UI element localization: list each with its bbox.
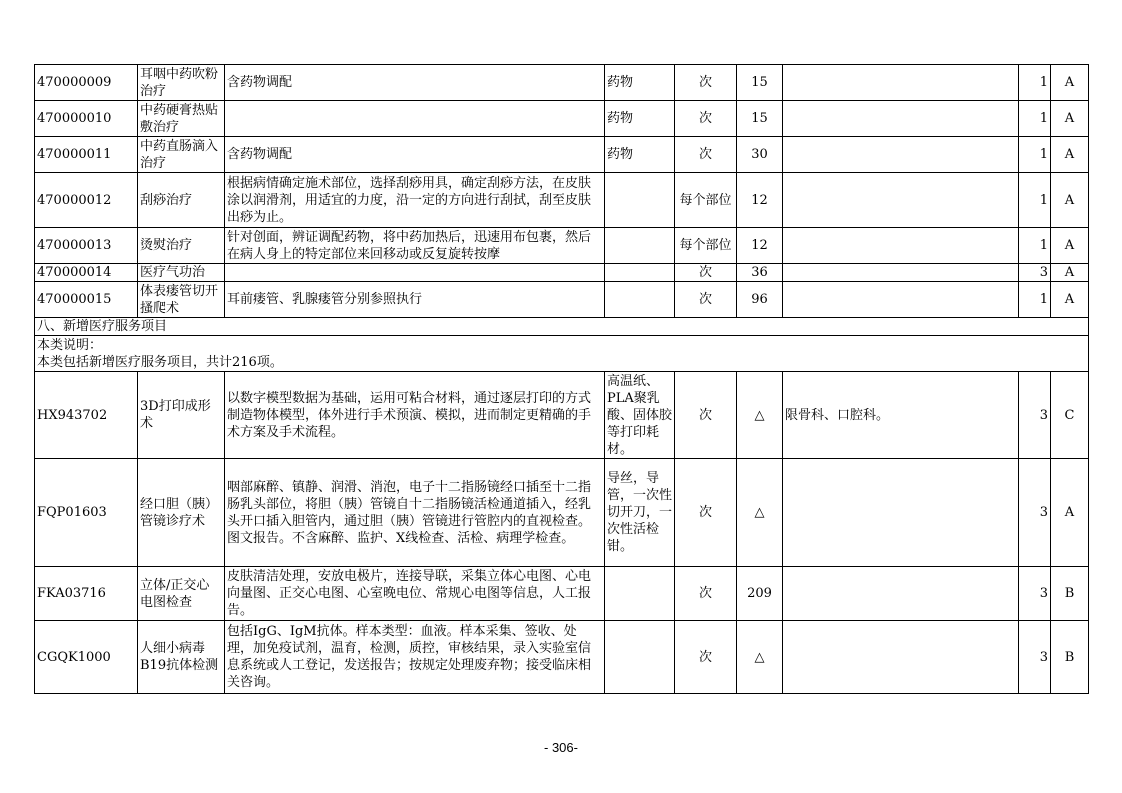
unit-cell: 每个部位 xyxy=(675,173,737,228)
level-cell: 1 xyxy=(1019,173,1051,228)
class-cell: A xyxy=(1051,228,1089,264)
price-cell: 209 xyxy=(737,567,783,621)
unit-cell: 次 xyxy=(675,264,737,282)
class-cell: A xyxy=(1051,282,1089,318)
name-cell: 烫熨治疗 xyxy=(138,228,225,264)
price-cell: 96 xyxy=(737,282,783,318)
price-cell: 36 xyxy=(737,264,783,282)
code-cell: 470000009 xyxy=(35,65,138,101)
code-cell: HX943702 xyxy=(35,372,138,459)
name-cell: 3D打印成形术 xyxy=(138,372,225,459)
class-cell: A xyxy=(1051,459,1089,567)
name-cell: 耳咽中药吹粉治疗 xyxy=(138,65,225,101)
page-number: - 306- xyxy=(544,740,578,755)
excluded-items-cell: 药物 xyxy=(605,137,675,173)
class-cell: B xyxy=(1051,621,1089,694)
unit-cell: 次 xyxy=(675,372,737,459)
level-cell: 3 xyxy=(1019,264,1051,282)
class-cell: A xyxy=(1051,65,1089,101)
class-cell: A xyxy=(1051,173,1089,228)
level-cell: 3 xyxy=(1019,372,1051,459)
code-cell: 470000015 xyxy=(35,282,138,318)
table-row xyxy=(35,101,1089,137)
price-cell: △ xyxy=(737,621,783,694)
level-cell: 3 xyxy=(1019,567,1051,621)
code-cell: FKA03716 xyxy=(35,567,138,621)
unit-cell: 次 xyxy=(675,282,737,318)
class-cell: A xyxy=(1051,264,1089,282)
level-cell: 1 xyxy=(1019,65,1051,101)
table-row xyxy=(35,459,1089,567)
excluded-items-cell xyxy=(605,173,675,228)
note-cell xyxy=(783,137,1019,173)
table-row xyxy=(35,65,1089,101)
content-cell: 以数字模型数据为基础，运用可粘合材料，通过逐层打印的方式制造物体模型，体外进行手术预演、模拟，进而制定更精确的手术方案及手术流程。 xyxy=(225,372,605,459)
code-cell: FQP01603 xyxy=(35,459,138,567)
unit-cell: 次 xyxy=(675,567,737,621)
excluded-items-cell: 药物 xyxy=(605,101,675,137)
section-title: 八、新增医疗服务项目 xyxy=(35,318,1089,336)
unit-cell: 次 xyxy=(675,101,737,137)
unit-cell: 次 xyxy=(675,621,737,694)
class-cell: A xyxy=(1051,137,1089,173)
note-cell xyxy=(783,621,1019,694)
section-note-line1: 本类说明： xyxy=(37,337,103,353)
note-cell xyxy=(783,101,1019,137)
name-cell: 体表瘘管切开搔爬术 xyxy=(138,282,225,318)
content-cell: 含药物调配 xyxy=(225,65,605,101)
table-row xyxy=(35,372,1089,459)
excluded-items-cell xyxy=(605,621,675,694)
level-cell: 1 xyxy=(1019,101,1051,137)
note-cell xyxy=(783,282,1019,318)
unit-cell: 次 xyxy=(675,137,737,173)
excluded-items-cell xyxy=(605,228,675,264)
code-cell: 470000011 xyxy=(35,137,138,173)
note-cell xyxy=(783,65,1019,101)
level-cell: 1 xyxy=(1019,228,1051,264)
excluded-items-cell xyxy=(605,567,675,621)
content-cell: 根据病情确定施术部位，选择刮痧用具，确定刮痧方法，在皮肤涂以润滑剂，用适宜的力度，沿一定的方向进行刮拭，刮至皮肤出痧为止。 xyxy=(225,173,605,228)
name-cell: 中药硬膏热贴敷治疗 xyxy=(138,101,225,137)
code-cell: CGQK1000 xyxy=(35,621,138,694)
content-cell: 耳前瘘管、乳腺瘘管分别参照执行 xyxy=(225,282,605,318)
content-cell: 皮肤清洁处理，安放电极片，连接导联，采集立体心电图、心电向量图、正交心电图、心室晚电位、常规心电图等信息，人工报告。 xyxy=(225,567,605,621)
excluded-items-cell: 高温纸、PLA聚乳酸、固体胶等打印耗材。 xyxy=(605,372,675,459)
level-cell: 1 xyxy=(1019,137,1051,173)
excluded-items-cell xyxy=(605,282,675,318)
fee-table xyxy=(34,64,1089,694)
price-cell: 30 xyxy=(737,137,783,173)
table-row xyxy=(35,282,1089,318)
name-cell: 医疗气功治 xyxy=(138,264,225,282)
excluded-items-cell: 药物 xyxy=(605,65,675,101)
unit-cell: 次 xyxy=(675,459,737,567)
section-note-line2: 本类包括新增医疗服务项目，共计216项。 xyxy=(37,354,283,370)
name-cell: 立体/正交心电图检查 xyxy=(138,567,225,621)
level-cell: 3 xyxy=(1019,459,1051,567)
content-cell: 包括IgG、IgM抗体。样本类型：血液。样本采集、签收、处理，加免疫试剂，温育，检测，质控，审核结果，录入实验室信息系统或人工登记，发送报告；按规定处理废弃物；接受临床相关咨询。 xyxy=(225,621,605,694)
code-cell: 470000014 xyxy=(35,264,138,282)
price-cell: 12 xyxy=(737,173,783,228)
section-note xyxy=(35,336,1089,372)
level-cell: 3 xyxy=(1019,621,1051,694)
content-cell: 咽部麻醉、镇静、润滑、消泡，电子十二指肠镜经口插至十二指肠乳头部位，将胆（胰）管镜自十二指肠镜活检通道插入，经乳头开口插入胆管内，通过胆（胰）管镜进行管腔内的直视检查。图文报告。不含麻醉、监护、X线检查、活检、病理学检查。 xyxy=(225,459,605,567)
table-row xyxy=(35,228,1089,264)
table-row xyxy=(35,137,1089,173)
price-cell: 12 xyxy=(737,228,783,264)
content-cell xyxy=(225,101,605,137)
note-cell xyxy=(783,173,1019,228)
price-cell: △ xyxy=(737,372,783,459)
name-cell: 中药直肠滴入治疗 xyxy=(138,137,225,173)
name-cell: 经口胆（胰）管镜诊疗术 xyxy=(138,459,225,567)
price-cell: 15 xyxy=(737,101,783,137)
class-cell: C xyxy=(1051,372,1089,459)
excluded-items-cell xyxy=(605,264,675,282)
note-cell: 限骨科、口腔科。 xyxy=(783,372,1019,459)
content-cell: 针对创面，辨证调配药物，将中药加热后，迅速用布包裹，然后在病人身上的特定部位来回移动或反复旋转按摩 xyxy=(225,228,605,264)
content-cell: 含药物调配 xyxy=(225,137,605,173)
code-cell: 470000010 xyxy=(35,101,138,137)
table-row xyxy=(35,567,1089,621)
class-cell: A xyxy=(1051,101,1089,137)
table-row xyxy=(35,173,1089,228)
price-cell: 15 xyxy=(737,65,783,101)
excluded-items-cell: 导丝，导管，一次性切开刀，一次性活检钳。 xyxy=(605,459,675,567)
level-cell: 1 xyxy=(1019,282,1051,318)
content-cell xyxy=(225,264,605,282)
table-row xyxy=(35,264,1089,282)
unit-cell: 次 xyxy=(675,65,737,101)
price-cell: △ xyxy=(737,459,783,567)
name-cell: 人细小病毒B19抗体检测 xyxy=(138,621,225,694)
section-title-row xyxy=(35,318,1089,336)
note-cell xyxy=(783,459,1019,567)
note-cell xyxy=(783,228,1019,264)
note-cell xyxy=(783,567,1019,621)
code-cell: 470000012 xyxy=(35,173,138,228)
section-note-row xyxy=(35,336,1089,372)
code-cell: 470000013 xyxy=(35,228,138,264)
class-cell: B xyxy=(1051,567,1089,621)
name-cell: 刮痧治疗 xyxy=(138,173,225,228)
note-cell xyxy=(783,264,1019,282)
table-row xyxy=(35,621,1089,694)
unit-cell: 每个部位 xyxy=(675,228,737,264)
